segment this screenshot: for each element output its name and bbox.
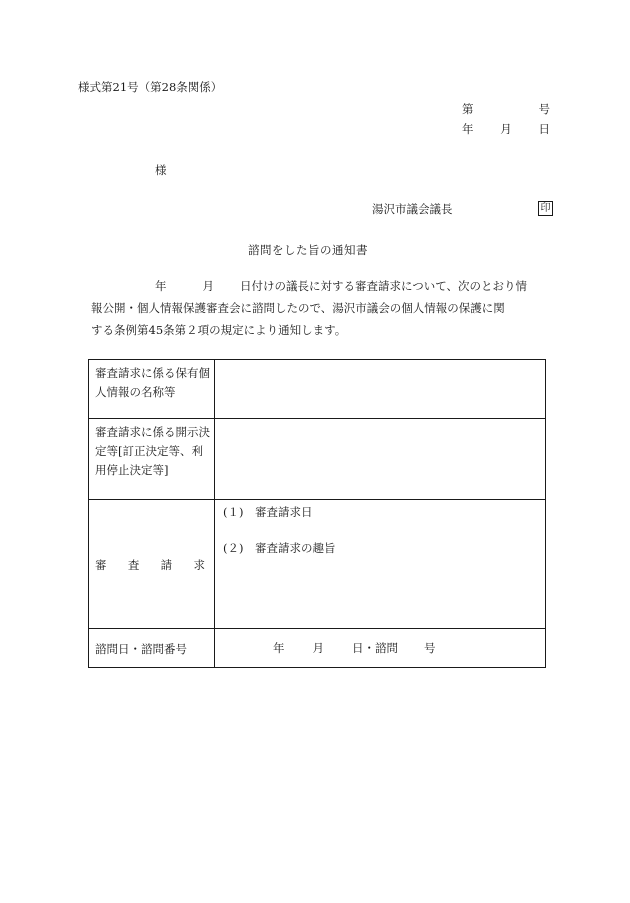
row3-label <box>89 500 215 629</box>
row1-label: 審査請求に係る保有個人情報の名称等 <box>89 360 215 419</box>
body-line-3: する条例第45条第２項の規定により通知します。 <box>91 323 347 337</box>
table-row <box>89 360 546 419</box>
date-month: 月 <box>500 122 512 136</box>
document-number <box>462 104 550 116</box>
row3-label-char: 請 <box>160 557 173 572</box>
row4-label: 諮問日・諮問番号 <box>89 629 215 668</box>
table-row <box>89 419 546 500</box>
row2-label: 審査請求に係る開示決定等[訂正決定等、利用停止決定等] <box>89 419 215 500</box>
row3-label-char: 査 <box>127 557 140 572</box>
row3-label-char: 求 <box>193 557 205 572</box>
date-year: 年 <box>462 122 474 136</box>
table-row <box>89 629 546 668</box>
issuer-name: 湯沢市議会議長 <box>372 202 453 216</box>
document-date <box>462 124 550 136</box>
inquiry-date-line <box>215 640 545 656</box>
table-row <box>89 500 546 629</box>
inquiry-year: 年 <box>273 641 285 655</box>
seal-mark: 印 <box>538 201 553 216</box>
row3-label-char: 審 <box>95 557 107 572</box>
request-purpose-item: (２) 審査請求の趣旨 <box>223 541 336 555</box>
doc-no-prefix: 第 <box>462 102 474 116</box>
body-month: 月 <box>202 279 214 293</box>
document-title: 諮問をした旨の通知書 <box>248 243 368 257</box>
recipient-honorific: 様 <box>155 163 167 177</box>
date-day: 日 <box>538 122 550 136</box>
row4-value <box>215 629 546 668</box>
inquiry-number: 号 <box>424 641 436 655</box>
inquiry-month: 月 <box>312 641 324 655</box>
body-line-1 <box>91 275 553 297</box>
request-table <box>88 359 546 668</box>
row1-value <box>215 360 546 419</box>
body-year: 年 <box>155 279 167 293</box>
body-line-2: 報公開・個人情報保護審査会に諮問したので、湯沢市議会の個人情報の保護に関 <box>91 301 505 315</box>
request-date-item: (１) 審査請求日 <box>223 505 313 519</box>
body-paragraph <box>91 275 553 341</box>
body-line-1-rest: 日付けの議長に対する審査請求について、次のとおり情 <box>240 279 528 293</box>
row3-value <box>215 500 546 629</box>
row2-value <box>215 419 546 500</box>
doc-no-suffix: 号 <box>538 102 550 116</box>
form-number: 様式第21号（第28条関係） <box>78 80 223 94</box>
inquiry-day: 日・諮問 <box>352 641 398 655</box>
